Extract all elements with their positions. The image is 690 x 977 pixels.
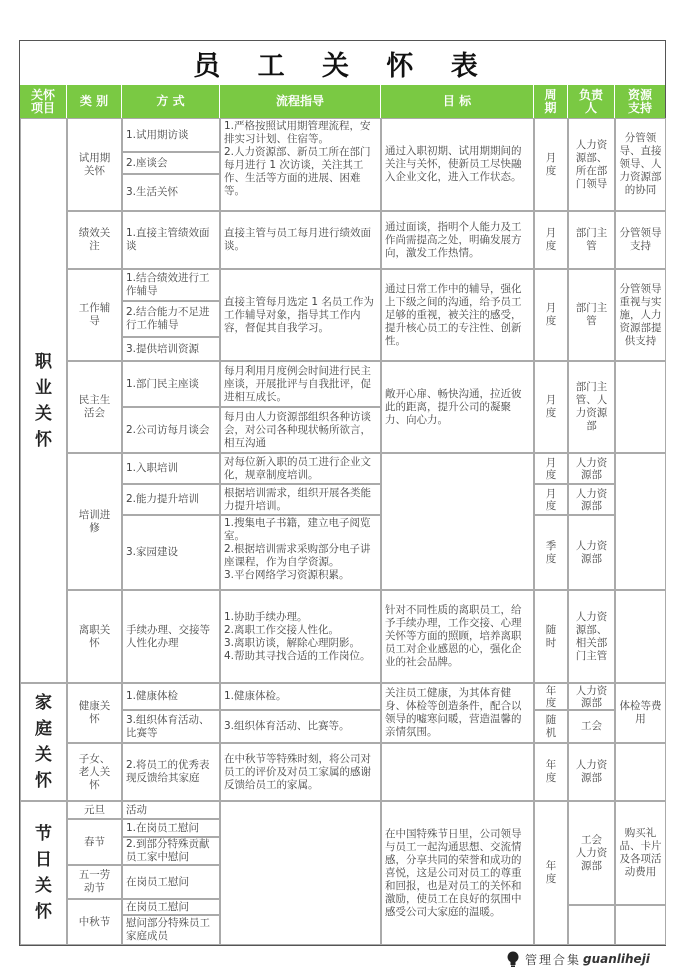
header-process: 流程指导 (220, 85, 381, 118)
owner-festival: 工会 人力资 源部 (568, 801, 615, 905)
method-spring-1: 1.在岗员工慰问 (122, 819, 220, 837)
method-training-3: 3.家园建设 (122, 515, 220, 590)
header-row (20, 85, 665, 119)
process-democratic-1: 每月利用月度例会时间进行民主座谈，开展批评与自我批评，促进相互成长。 (220, 361, 381, 407)
method-family-members: 2.将员工的优秀表现反馈给其家庭 (122, 743, 220, 801)
support-festival: 购买礼品、卡片及各项活动费用 (615, 801, 666, 905)
method-labor-day: 在岗员工慰问 (122, 865, 220, 899)
method-mid-autumn-1: 在岗员工慰问 (122, 899, 220, 915)
goal-coaching: 通过日常工作中的辅导，强化上下级之间的沟通，给予员工足够的重视，被关注的感受，提升核心员工的专注性、创新性。 (381, 269, 534, 361)
cycle-performance: 月 度 (534, 211, 568, 269)
owner-training-3: 人力资 源部 (568, 515, 615, 590)
support-democratic (615, 361, 666, 453)
goal-festival: 在中国特殊节日里，公司领导与员工一起沟通思想、交流情感，分享共同的荣誉和成功的喜悦，这是公司对员工的尊重和回报，也是对员工的关怀和激励，使员工在良好的氛围中感受公司大家庭的温暖。 (381, 801, 534, 945)
support-resignation (615, 590, 666, 683)
method-resignation: 手续办理、交接等人性化办理 (122, 590, 220, 683)
owner-performance: 部门主 管 (568, 211, 615, 269)
method-health-2: 3.组织体育活动、比赛等 (122, 710, 220, 743)
method-probation-1: 1.试用期访谈 (122, 118, 220, 152)
category-health: 健康关 怀 (67, 683, 122, 743)
category-performance: 绩效关 注 (67, 211, 122, 269)
cycle-training-2: 月 度 (534, 484, 568, 515)
goal-training (381, 453, 534, 590)
method-democratic-2: 2.公司访每月谈会 (122, 407, 220, 453)
method-performance: 1.直接主管绩效面谈 (122, 211, 220, 269)
process-health-2: 3.组织体育活动、比赛等。 (220, 710, 381, 743)
section-career: 职业关怀 (20, 118, 67, 683)
process-training-1: 对每位新入职的员工进行企业文化，规章制度培训。 (220, 453, 381, 484)
cycle-health-2: 随 机 (534, 710, 568, 743)
process-training-3: 1.搜集电子书籍，建立电子阅览室。 2.根据培训需求采购部分电子讲座课程，作为自学资源。 3.平台网络学习资源积累。 (220, 515, 381, 590)
process-festival (220, 801, 381, 945)
footer-watermark (505, 950, 650, 968)
header-category: 类 别 (67, 85, 122, 118)
process-family-members: 在中秋节等特殊时刻，将公司对员工的评价及对员工家属的感谢反馈给员工的家属。 (220, 743, 381, 801)
process-probation: 1.严格按照试用期管理流程，安排实习计划、住宿等。 2.人力资源部、新员工所在部门每月进行 1 次访谈，关注其工作、生活等方面的进展、困难等。 (220, 118, 381, 211)
owner-coaching: 部门主 管 (568, 269, 615, 361)
goal-probation: 通过入职初期、试用期期间的关注与关怀，使新员工尽快融入企业文化，进入工作状态。 (381, 118, 534, 211)
header-project: 关怀 项目 (20, 85, 67, 118)
support-coaching: 分管领导重视与实施，人力资源部提供支持 (615, 269, 666, 361)
method-mid-autumn-2: 慰问部分特殊员工家庭成员 (122, 915, 220, 945)
section-family: 家庭关怀 (20, 683, 67, 801)
support-training (615, 453, 666, 590)
category-resignation: 离职关 怀 (67, 590, 122, 683)
method-coaching-2: 2.结合能力不足进行工作辅导 (122, 301, 220, 337)
section-festival: 节日关怀 (20, 801, 67, 945)
category-labor-day: 五一劳 动节 (67, 865, 122, 899)
method-probation-3: 3.生活关怀 (122, 174, 220, 211)
process-resignation: 1.协助手续办理。 2.离职工作交接人性化。 3.离职访谈，解除心理阴影。 4.帮助其寻找合适的工作岗位。 (220, 590, 381, 683)
process-performance: 直接主管与员工每月进行绩效面谈。 (220, 211, 381, 269)
header-method: 方 式 (122, 85, 220, 118)
goal-democratic: 敞开心扉、畅快沟通，拉近彼此的距离，提升公司的凝聚力、向心力。 (381, 361, 534, 453)
cycle-coaching: 月 度 (534, 269, 568, 361)
header-support: 资源 支持 (627, 87, 652, 115)
owner-probation: 人力资源部、所在部门领导 (568, 118, 615, 211)
owner-festival-blank (568, 905, 615, 945)
support-probation: 分管领导、直接领导、人力资源部的协同 (615, 118, 666, 211)
header-cycle: 周 期 (534, 85, 568, 118)
cycle-training-3: 季 度 (534, 515, 568, 590)
method-coaching-3: 3.提供培训资源 (122, 337, 220, 361)
header-goal: 目 标 (381, 85, 534, 118)
method-probation-2: 2.座谈会 (122, 152, 220, 174)
goal-family-members (381, 743, 534, 801)
owner-health-2: 工会 (568, 710, 615, 743)
method-health-1: 1.健康体检 (122, 683, 220, 710)
lightbulb-icon (505, 950, 521, 968)
footer-brand: guanliheji (583, 952, 650, 966)
owner-health-1: 人力资 源部 (568, 683, 615, 710)
category-democratic: 民主生 活会 (67, 361, 122, 453)
method-new-year: 活动 (122, 801, 220, 819)
cycle-family-members: 年 度 (534, 743, 568, 801)
table-title: 员 工 关 怀 表 (20, 41, 665, 86)
process-democratic-2: 每月由人力资源部组织各种访谈会，对公司各种现状畅所欲言，相互沟通 (220, 407, 381, 453)
goal-resignation: 针对不同性质的离职员工，给予手续办理，工作交接、心理关怀等方面的照顾，培养离职员工对企业感恩的心，强化企业的社会品牌。 (381, 590, 534, 683)
category-spring-festival: 春节 (67, 819, 122, 865)
cycle-festival: 年 度 (534, 801, 568, 945)
cycle-democratic: 月 度 (534, 361, 568, 453)
goal-health: 关注员工健康，为其体育健身、体检等创造条件，配合以领导的嘘寒问暖，营造温馨的亲情氛围。 (381, 683, 534, 743)
category-coaching: 工作辅 导 (67, 269, 122, 361)
process-health-1: 1.健康体检。 (220, 683, 381, 710)
goal-performance: 通过面谈，指明个人能力及工作尚需提高之处，明确发展方向，激发工作热情。 (381, 211, 534, 269)
header-owner: 负责 人 (568, 85, 615, 118)
support-health: 体检等费用 (615, 683, 666, 743)
support-festival-blank (615, 905, 666, 945)
category-probation: 试用期 关怀 (67, 118, 122, 211)
cycle-health-1: 年 度 (534, 683, 568, 710)
method-training-2: 2.能力提升培训 (122, 484, 220, 515)
process-coaching: 直接主管每月选定 1 名员工作为工作辅导对象，指导其工作内容，督促其自我学习。 (220, 269, 381, 361)
category-family-members: 子女、 老人关 怀 (67, 743, 122, 801)
category-mid-autumn: 中秋节 (67, 899, 122, 945)
method-coaching-1: 1.结合绩效进行工作辅导 (122, 269, 220, 301)
support-performance: 分管领导支持 (615, 211, 666, 269)
owner-training-1: 人力资 源部 (568, 453, 615, 484)
process-training-2: 根据培训需求，组织开展各类能力提升培训。 (220, 484, 381, 515)
cycle-training-1: 月 度 (534, 453, 568, 484)
owner-family-members: 人力资 源部 (568, 743, 615, 801)
cycle-resignation: 随 时 (534, 590, 568, 683)
support-family-members (615, 743, 666, 801)
method-training-1: 1.入职培训 (122, 453, 220, 484)
owner-democratic: 部门主管、人力资源部 (568, 361, 615, 453)
method-spring-2: 2.到部分特殊贡献员工家中慰问 (122, 837, 220, 865)
owner-training-2: 人力资 源部 (568, 484, 615, 515)
category-new-year: 元旦 (67, 801, 122, 819)
category-training: 培训进 修 (67, 453, 122, 590)
cycle-probation: 月 度 (534, 118, 568, 211)
method-democratic-1: 1.部门民主座谈 (122, 361, 220, 407)
owner-resignation: 人力资源部、相关部门主管 (568, 590, 615, 683)
footer-label: 管理合集 (525, 952, 582, 967)
